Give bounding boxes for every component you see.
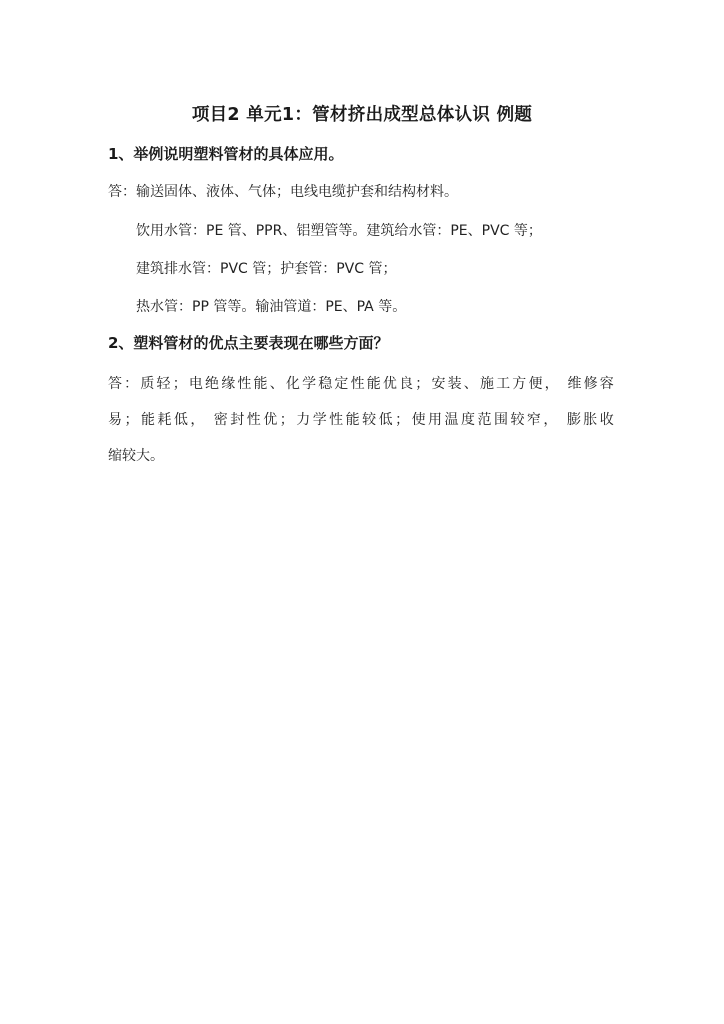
question-2: 2、塑料管材的优点主要表现在哪些方面？ <box>108 334 389 352</box>
answer-1-line-2: 饮用水管：PE 管、PPR、铝塑管等。建筑给水管：PE、PVC 等； <box>136 223 542 239</box>
page-title: 项目2 单元1：管材挤出成型总体认识 例题 <box>191 105 533 125</box>
question-1: 1、举例说明塑料管材的具体应用。 <box>108 145 344 163</box>
answer-2-line-3: 缩较大。 <box>108 448 164 464</box>
answer-2-line-1: 答：质轻；电绝缘性能、化学稳定性能优良；安装、施工方便， 维修容 <box>108 376 614 392</box>
answer-1-line-3: 建筑排水管：PVC 管；护套管：PVC 管； <box>136 261 397 277</box>
answer-2-line-2: 易；能耗低， 密封性优；力学性能较低；使用温度范围较窄， 膨胀收 <box>108 412 614 428</box>
answer-1-line-4: 热水管：PP 管等。输油管道：PE、PA 等。 <box>136 299 407 315</box>
answer-1-line-1: 答：输送固体、液体、气体；电线电缆护套和结构材料。 <box>108 184 458 200</box>
